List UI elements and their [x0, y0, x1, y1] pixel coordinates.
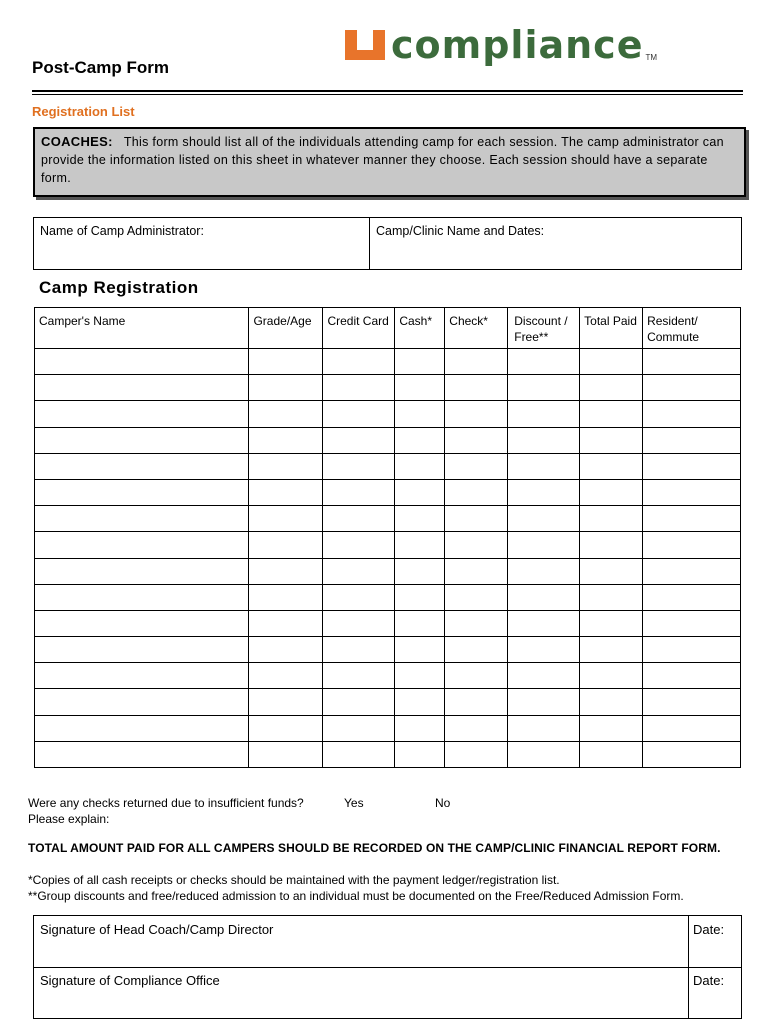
- table-cell[interactable]: [580, 427, 643, 453]
- table-cell[interactable]: [249, 610, 323, 636]
- table-cell[interactable]: [445, 532, 508, 558]
- date-label: Date:: [693, 922, 725, 937]
- table-cell[interactable]: [445, 453, 508, 479]
- trademark: TM: [645, 53, 658, 62]
- no-option[interactable]: No: [435, 796, 451, 810]
- table-cell[interactable]: [249, 401, 323, 427]
- table-cell[interactable]: [508, 715, 580, 741]
- table-row: [35, 558, 741, 584]
- table-cell[interactable]: [395, 610, 445, 636]
- table-cell[interactable]: [580, 715, 643, 741]
- table-cell[interactable]: [580, 741, 643, 767]
- date-label: Date:: [693, 973, 725, 988]
- table-cell[interactable]: [35, 689, 249, 715]
- head-coach-signature-label: Signature of Head Coach/Camp Director: [40, 922, 274, 937]
- page-subtitle: Registration List: [32, 104, 135, 119]
- table-cell[interactable]: [35, 401, 249, 427]
- table-cell[interactable]: [445, 689, 508, 715]
- table-cell[interactable]: [35, 506, 249, 532]
- table-row: [35, 715, 741, 741]
- table-cell[interactable]: [249, 715, 323, 741]
- table-cell[interactable]: [643, 427, 741, 453]
- table-cell[interactable]: [445, 741, 508, 767]
- administrator-name-field[interactable]: [34, 218, 370, 269]
- table-cell[interactable]: [580, 663, 643, 689]
- table-cell[interactable]: [323, 506, 395, 532]
- table-cell[interactable]: [445, 584, 508, 610]
- table-cell[interactable]: [35, 663, 249, 689]
- column-header: Camper's Name: [35, 308, 249, 349]
- table-cell[interactable]: [323, 689, 395, 715]
- table-cell[interactable]: [323, 453, 395, 479]
- table-cell[interactable]: [395, 558, 445, 584]
- table-cell[interactable]: [508, 506, 580, 532]
- header-rule-thin: [32, 94, 743, 95]
- table-cell[interactable]: [323, 427, 395, 453]
- table-row: [35, 584, 741, 610]
- camp-name-dates-field[interactable]: [370, 218, 741, 269]
- column-header: Check*: [445, 308, 508, 349]
- compliance-signature-box: [33, 967, 742, 1019]
- table-cell[interactable]: [323, 479, 395, 505]
- explain-label: Please explain:: [28, 812, 110, 826]
- table-cell[interactable]: [643, 401, 741, 427]
- table-cell[interactable]: [395, 741, 445, 767]
- table-cell[interactable]: [580, 558, 643, 584]
- camp-name-dates-label: Camp/Clinic Name and Dates:: [376, 224, 545, 238]
- table-row: [35, 637, 741, 663]
- table-row: [35, 532, 741, 558]
- table-cell[interactable]: [508, 558, 580, 584]
- table-cell[interactable]: [35, 610, 249, 636]
- table-cell[interactable]: [395, 479, 445, 505]
- table-cell[interactable]: [643, 584, 741, 610]
- table-cell[interactable]: [643, 558, 741, 584]
- table-cell[interactable]: [249, 584, 323, 610]
- table-cell[interactable]: [323, 741, 395, 767]
- registration-table: [34, 307, 741, 768]
- table-cell[interactable]: [580, 375, 643, 401]
- table-cell[interactable]: [35, 637, 249, 663]
- table-cell[interactable]: [35, 427, 249, 453]
- table-cell[interactable]: [323, 584, 395, 610]
- yes-option[interactable]: Yes: [344, 796, 364, 810]
- table-cell[interactable]: [580, 584, 643, 610]
- table-row: [35, 610, 741, 636]
- table-header-row: [35, 308, 741, 349]
- table-cell[interactable]: [249, 349, 323, 375]
- table-cell[interactable]: [323, 558, 395, 584]
- table-cell[interactable]: [323, 715, 395, 741]
- logo-wordmark: compliance: [391, 23, 644, 67]
- table-cell[interactable]: [508, 453, 580, 479]
- column-header: Discount / Free**: [508, 308, 580, 349]
- table-cell[interactable]: [445, 427, 508, 453]
- table-row: [35, 453, 741, 479]
- compliance-date-field[interactable]: [689, 967, 741, 1018]
- table-cell[interactable]: [395, 506, 445, 532]
- table-cell[interactable]: [508, 479, 580, 505]
- table-row: [35, 349, 741, 375]
- checks-returned-question: Were any checks returned due to insufficient funds?: [28, 796, 304, 810]
- table-cell[interactable]: [508, 741, 580, 767]
- table-cell[interactable]: [643, 375, 741, 401]
- footnote-cash: *Copies of all cash receipts or checks should be maintained with the payment ledger/registration list.: [28, 873, 560, 887]
- table-cell[interactable]: [508, 532, 580, 558]
- table-row: [35, 375, 741, 401]
- table-cell[interactable]: [508, 637, 580, 663]
- header-rule: [32, 90, 743, 92]
- table-cell[interactable]: [35, 453, 249, 479]
- table-cell[interactable]: [445, 479, 508, 505]
- table-row: [35, 741, 741, 767]
- table-row: [35, 401, 741, 427]
- table-cell[interactable]: [323, 610, 395, 636]
- table-cell[interactable]: [35, 349, 249, 375]
- column-header: Grade/Age: [249, 308, 323, 349]
- administrator-name-label: Name of Camp Administrator:: [40, 224, 204, 238]
- table-cell[interactable]: [580, 610, 643, 636]
- table-cell[interactable]: [508, 610, 580, 636]
- table-cell[interactable]: [508, 349, 580, 375]
- table-cell[interactable]: [395, 637, 445, 663]
- table-cell[interactable]: [580, 349, 643, 375]
- table-cell[interactable]: [35, 584, 249, 610]
- column-header: Credit Card: [323, 308, 395, 349]
- table-cell[interactable]: [249, 532, 323, 558]
- u-compliance-logo: [345, 23, 755, 67]
- table-cell[interactable]: [508, 689, 580, 715]
- table-cell[interactable]: [580, 506, 643, 532]
- table-cell[interactable]: [508, 375, 580, 401]
- table-cell[interactable]: [643, 532, 741, 558]
- table-cell[interactable]: [249, 689, 323, 715]
- table-cell[interactable]: [580, 453, 643, 479]
- table-cell[interactable]: [323, 637, 395, 663]
- table-cell[interactable]: [395, 663, 445, 689]
- table-cell[interactable]: [643, 453, 741, 479]
- table-cell[interactable]: [580, 689, 643, 715]
- table-cell[interactable]: [35, 532, 249, 558]
- table-cell[interactable]: [643, 741, 741, 767]
- compliance-signature-field[interactable]: [34, 967, 689, 1018]
- head-coach-date-field[interactable]: [689, 916, 741, 967]
- table-cell[interactable]: [445, 375, 508, 401]
- table-cell[interactable]: [35, 375, 249, 401]
- table-cell[interactable]: [249, 741, 323, 767]
- coaches-text: This form should list all of the individuals attending camp for each session. The camp administrator can provide the information listed on this sheet in whatever manner they choose. Each session should have a separate form.: [41, 135, 724, 185]
- table-cell[interactable]: [249, 479, 323, 505]
- table-cell[interactable]: [395, 689, 445, 715]
- table-cell[interactable]: [249, 453, 323, 479]
- table-cell[interactable]: [35, 741, 249, 767]
- table-cell[interactable]: [643, 506, 741, 532]
- table-cell[interactable]: [249, 506, 323, 532]
- table-cell[interactable]: [445, 506, 508, 532]
- admin-info-box: [33, 217, 742, 270]
- u-logo-icon: [345, 30, 385, 60]
- column-header: Resident/ Commute: [643, 308, 741, 349]
- table-cell[interactable]: [323, 532, 395, 558]
- registration-title: Camp Registration: [39, 278, 199, 297]
- table-cell[interactable]: [395, 715, 445, 741]
- table-cell[interactable]: [643, 610, 741, 636]
- total-amount-notice: TOTAL AMOUNT PAID FOR ALL CAMPERS SHOULD BE RECORDED ON THE CAMP/CLINIC FINANCIAL REPORT FORM.: [28, 841, 721, 855]
- head-coach-signature-box: [33, 915, 742, 968]
- table-cell[interactable]: [395, 349, 445, 375]
- table-cell[interactable]: [445, 610, 508, 636]
- table-cell[interactable]: [445, 663, 508, 689]
- table-cell[interactable]: [508, 663, 580, 689]
- table-cell[interactable]: [323, 401, 395, 427]
- table-cell[interactable]: [35, 558, 249, 584]
- table-cell[interactable]: [323, 349, 395, 375]
- table-cell[interactable]: [249, 427, 323, 453]
- table-cell[interactable]: [643, 349, 741, 375]
- table-cell[interactable]: [445, 637, 508, 663]
- table-cell[interactable]: [508, 401, 580, 427]
- table-cell[interactable]: [249, 663, 323, 689]
- table-cell[interactable]: [445, 349, 508, 375]
- table-cell[interactable]: [249, 637, 323, 663]
- table-cell[interactable]: [445, 715, 508, 741]
- table-cell[interactable]: [395, 375, 445, 401]
- column-header: Cash*: [395, 308, 445, 349]
- table-cell[interactable]: [580, 479, 643, 505]
- coaches-instructions-box: [33, 127, 746, 197]
- table-cell[interactable]: [395, 453, 445, 479]
- table-cell[interactable]: [323, 375, 395, 401]
- table-cell[interactable]: [580, 637, 643, 663]
- table-cell[interactable]: [508, 584, 580, 610]
- compliance-signature-label: Signature of Compliance Office: [40, 973, 220, 988]
- table-cell[interactable]: [249, 375, 323, 401]
- table-cell[interactable]: [643, 689, 741, 715]
- table-cell[interactable]: [643, 479, 741, 505]
- table-cell[interactable]: [395, 427, 445, 453]
- table-row: [35, 479, 741, 505]
- table-row: [35, 427, 741, 453]
- coaches-label: COACHES:: [41, 134, 113, 149]
- table-cell[interactable]: [643, 715, 741, 741]
- table-cell[interactable]: [445, 558, 508, 584]
- table-row: [35, 663, 741, 689]
- table-cell[interactable]: [580, 401, 643, 427]
- table-cell[interactable]: [35, 715, 249, 741]
- table-cell[interactable]: [580, 532, 643, 558]
- table-cell[interactable]: [395, 532, 445, 558]
- table-row: [35, 689, 741, 715]
- table-cell[interactable]: [395, 584, 445, 610]
- table-row: [35, 506, 741, 532]
- table-cell[interactable]: [35, 479, 249, 505]
- table-cell[interactable]: [249, 558, 323, 584]
- column-header: Total Paid: [580, 308, 643, 349]
- footnote-discount: **Group discounts and free/reduced admission to an individual must be documented on the Free/Reduced Admission Form.: [28, 889, 684, 903]
- table-cell[interactable]: [395, 401, 445, 427]
- table-cell[interactable]: [508, 427, 580, 453]
- table-cell[interactable]: [445, 401, 508, 427]
- page-title: Post-Camp Form: [32, 58, 169, 77]
- table-cell[interactable]: [643, 663, 741, 689]
- head-coach-signature-field[interactable]: [34, 916, 689, 967]
- table-cell[interactable]: [323, 663, 395, 689]
- table-cell[interactable]: [643, 637, 741, 663]
